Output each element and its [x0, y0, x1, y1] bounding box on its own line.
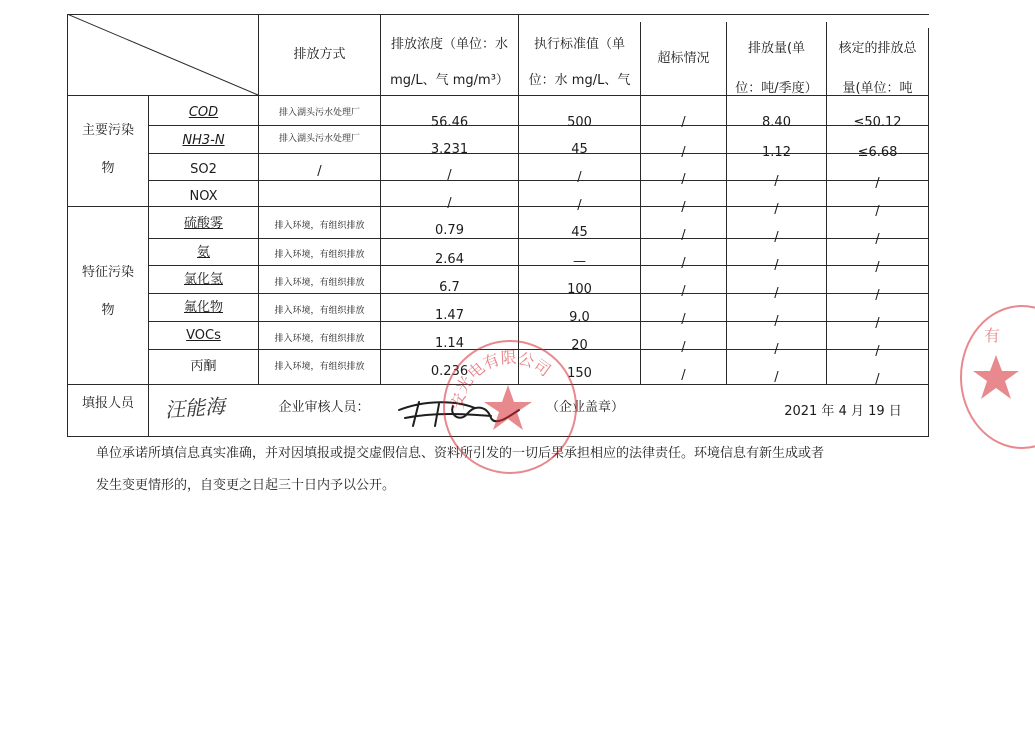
- row-method: 排入环境，有组织排放: [274, 362, 365, 372]
- row-over: /: [681, 256, 686, 271]
- row-conc: 3.231: [430, 142, 469, 157]
- row-std: /: [577, 198, 582, 213]
- header-concentration: [381, 14, 518, 95]
- row-method: 排入环境，有组织排放: [274, 334, 365, 344]
- row-approved: /: [875, 204, 880, 219]
- row-approved: /: [875, 176, 880, 191]
- filler-label: 填报人员: [81, 396, 134, 411]
- row-name: 氯化氢: [183, 272, 223, 287]
- row-method: 排入湖头污水处理厂: [278, 108, 360, 118]
- header-exceedance: 超标情况: [657, 50, 710, 66]
- row-method: 排入环境，有组织排放: [274, 306, 365, 316]
- row-std: 150: [567, 366, 592, 381]
- row-name: 硫酸雾: [183, 216, 223, 231]
- header-concentration-line2: mg/L、气 mg/m³）: [390, 73, 509, 88]
- header-approved-line2: 量(单位：吨: [842, 81, 913, 96]
- row-approved: /: [875, 344, 880, 359]
- row-conc: 1.14: [435, 336, 464, 351]
- row-method: 排入环境，有组织排放: [274, 250, 365, 260]
- header-approved-line1: 核定的排放总: [838, 41, 917, 56]
- header-standard-line1: 执行标准值（单: [533, 37, 625, 52]
- row-name: NOX: [189, 189, 218, 204]
- company-stamp: [443, 340, 577, 474]
- row-amount: /: [774, 314, 779, 329]
- row-amount: /: [774, 174, 779, 189]
- group-main-line2: 物: [101, 161, 115, 176]
- row-approved: /: [875, 288, 880, 303]
- header-amount-line1: 排放量(单: [747, 41, 806, 56]
- side-stamp-text: 有: [984, 326, 1001, 345]
- row-approved: ≤6.68: [857, 145, 898, 160]
- row-over: /: [681, 340, 686, 355]
- row-over: /: [681, 284, 686, 299]
- stamp-star-icon: [443, 340, 573, 470]
- row-over: /: [681, 200, 686, 215]
- row-approved: /: [875, 316, 880, 331]
- row-approved: /: [875, 372, 880, 387]
- row-amount: /: [774, 286, 779, 301]
- row-amount: /: [774, 230, 779, 245]
- row-std: 500: [567, 115, 592, 130]
- header-method: 排放方式: [293, 46, 346, 62]
- row-name: VOCs: [186, 328, 221, 343]
- row-over: /: [681, 228, 686, 243]
- row-name: NH3-N: [182, 133, 225, 148]
- row-over: /: [681, 115, 686, 130]
- row-std: 45: [571, 225, 588, 240]
- row-name: SO2: [190, 162, 217, 177]
- row-over: /: [681, 145, 686, 160]
- diagonal-line: [67, 14, 259, 96]
- row-amount: 8.40: [762, 115, 791, 130]
- row-approved: ≤50.12: [853, 115, 902, 130]
- row-std: 100: [567, 282, 592, 297]
- row-over: /: [681, 368, 686, 383]
- svg-text:安光电有限公司: [448, 348, 555, 411]
- stamp-text: 安光电有限公司: [447, 347, 555, 411]
- side-stamp: [960, 305, 1035, 449]
- row-conc: 2.64: [435, 252, 464, 267]
- row-over: /: [681, 172, 686, 187]
- row-name: 丙酮: [190, 359, 217, 374]
- group-main-line1: 主要污染: [81, 123, 134, 138]
- side-stamp-star-icon: [962, 307, 1035, 447]
- row-conc: 0.79: [435, 223, 464, 238]
- header-standard-line2: 位：水 mg/L、气: [528, 73, 631, 88]
- row-amount: /: [774, 370, 779, 385]
- row-name: 氟化物: [183, 300, 223, 315]
- header-amount: [727, 22, 826, 95]
- report-date: 2021 年 4 月 19 日: [784, 404, 902, 419]
- group-special-line1: 特征污染: [81, 265, 134, 280]
- header-amount-line2: 位：吨/季度）: [735, 81, 818, 96]
- row-approved: /: [875, 260, 880, 275]
- row-amount: /: [774, 342, 779, 357]
- row-name: COD: [188, 105, 219, 120]
- notice-line2: 发生变更情形的，自变更之日起三十日内予以公开。: [96, 478, 396, 493]
- filler-signature: 汪能海: [164, 393, 226, 423]
- seal-label: （企业盖章）: [545, 400, 624, 415]
- reviewer-label: 企业审核人员：: [278, 400, 370, 415]
- row-amount: 1.12: [762, 145, 791, 160]
- row-conc: 56.46: [430, 115, 469, 130]
- row-std: —: [573, 254, 586, 269]
- row-method: /: [317, 164, 322, 179]
- row-std: 9.0: [569, 310, 590, 325]
- row-conc: 6.7: [439, 280, 460, 295]
- row-conc: 0.236: [430, 364, 469, 379]
- row-conc: /: [447, 196, 452, 211]
- row-method: 排入湖头污水处理厂: [278, 134, 360, 144]
- header-concentration-line1: 排放浓度（单位：水: [390, 37, 508, 52]
- row-approved: /: [875, 232, 880, 247]
- group-special-line2: 物: [101, 303, 115, 318]
- row-over: /: [681, 312, 686, 327]
- notice-line1: 单位承诺所填信息真实准确，并对因填报或提交虚假信息、资料所引发的一切后果承担相应的法律责任。环境信息有新生成或者: [96, 446, 825, 461]
- row-conc: 1.47: [435, 308, 464, 323]
- row-method: 排入环境，有组织排放: [274, 278, 365, 288]
- row-conc: /: [447, 168, 452, 183]
- row-amount: /: [774, 202, 779, 217]
- row-std: 45: [571, 142, 588, 157]
- row-std: /: [577, 170, 582, 185]
- row-amount: /: [774, 258, 779, 273]
- header-approved: [827, 22, 928, 95]
- row-name: 氨: [196, 245, 210, 260]
- header-standard: [519, 14, 640, 95]
- row-std: 20: [571, 338, 588, 353]
- row-method: 排入环境，有组织排放: [274, 221, 365, 231]
